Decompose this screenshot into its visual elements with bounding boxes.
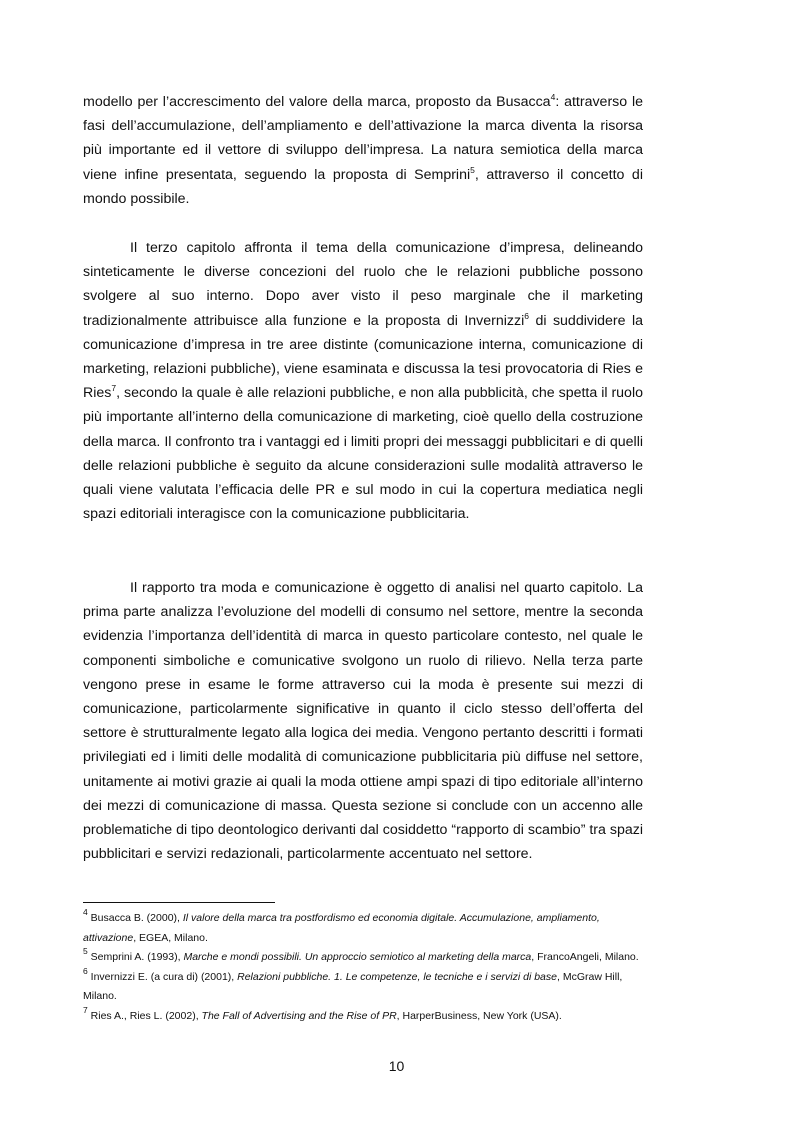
text-run: Invernizzi E. (a cura di) (2001),: [87, 970, 238, 983]
text-run: : attraverso le fasi dell’accumulazione, dell’ampliamento e dell’attivazione la marca diventa la risorsa più importante ed il vettore di sviluppo dell’impresa. La natura semiotica della marca viene infine presentata, seguendo la proposta di Semprini: [83, 94, 644, 183]
footnote-5: [83, 948, 643, 968]
footnote-number: 7: [83, 1004, 88, 1015]
text-run: Il terzo capitolo affronta il tema della comunicazione d’impresa, delineando sinteticamente le diverse concezioni del ruolo che le relazioni pubbliche possono svolgere al suo interno. Dopo aver visto il peso marginale che il marketing tradizionalmente attribuisce alla funzione e la proposta di Invernizzi: [83, 240, 643, 329]
text-run: , McGraw Hill, Milano.: [83, 970, 623, 1002]
paragraph-3: [83, 576, 643, 866]
footnotes: [83, 909, 643, 1026]
text-run: , secondo la quale è alle relazioni pubbliche, e non alla pubblicità, che spetta il ruolo più importante all’interno della comunicazione di marketing, cioè quello della costruzione della marca. Il confronto tra i vantaggi ed i limiti propri dei messaggi pubblicitari e di quelli delle relazioni pubbliche è seguito da alcune considerazioni sulle modalità attraverso le quali viene valutata l’efficacia delle PR e sul modo in cui la copertura mediatica negli spazi editoriali interagisce con la comunicazione pubblicitaria.: [83, 385, 643, 523]
footnote-number: 5: [83, 946, 88, 956]
text-run: modello per l’accrescimento del valore della marca, proposto da Busacca: [83, 94, 551, 110]
footnote-number: 6: [83, 965, 88, 976]
text-run: , EGEA, Milano.: [133, 931, 208, 944]
citation-title: The Fall of Advertising and the Rise of PR: [201, 1009, 397, 1022]
footnote-7: [83, 1004, 643, 1027]
text-run: , FrancoAngeli, Milano.: [531, 951, 639, 963]
footnote-ref: 7: [111, 383, 117, 394]
footnote-number: 4: [83, 907, 88, 917]
text-run: di suddividere la comunicazione d’impresa in tre aree distinte (comunicazione interna, comunicazione di marketing, relazioni pubbliche), viene esaminata e discussa la tesi provocatoria di Ries e Ries: [83, 312, 643, 402]
page-number: 10: [388, 1058, 405, 1074]
footnote-ref: 6: [524, 310, 529, 321]
footnote-ref: 5: [470, 164, 475, 175]
text-run: Il rapporto tra moda e comunicazione è oggetto di analisi nel quarto capitolo. La prima parte analizza l’evoluzione del modelli di consumo nel settore, mentre la seconda evidenzia l’importanza dell’identità di marca in questo particolare contesto, nel quale le componenti simboliche e comunicative svolgono un ruolo di rilievo. Nella terza parte vengono prese in esame le forme attraverso cui la moda è presente sui mezzi di comunicazione, particolarmente significative in quanto il ciclo stesso dell’offerta del settore è strutturalmente legato alla logica dei media. Vengono pertanto descritti i formati privilegiati ed i limiti delle modalità di comunicazione pubblicitaria più diffuse nel settore, unitamente ai motivi grazie ai quali la moda ottiene ampi spazi di tipo editoriale all’interno dei mezzi di comunicazione di massa. Questa sezione si conclude con un accenno alle problematiche di tipo deontologico derivanti dal cosiddetto “rapporto di scambio” tra spazi pubblicitari e servizi redazionali, particolarmente accentuato nel settore.: [83, 580, 643, 863]
text-run: , HarperBusiness, New York (USA).: [396, 1009, 562, 1022]
citation-title: Relazioni pubbliche. 1. Le competenze, le tecniche e i servizi di base: [237, 970, 557, 983]
citation-title: Marche e mondi possibili. Un approccio semiotico al marketing della marca: [183, 951, 532, 963]
paragraph-1: [83, 90, 643, 211]
footnote-6: [83, 965, 643, 1007]
text-run: Ries A., Ries L. (2002),: [87, 1009, 202, 1022]
text-run: Busacca B. (2000),: [87, 912, 183, 924]
footnote-separator: [83, 902, 275, 903]
citation-title: Il valore della marca tra postfordismo ed economia digitale. Accumulazione, ampliamento, attivazione: [83, 912, 600, 944]
text-run: , attraverso il concetto di mondo possibile.: [83, 166, 643, 207]
paragraph-2: [83, 236, 643, 526]
footnote-ref: 4: [550, 92, 556, 102]
text-run: Semprini A. (1993),: [87, 951, 184, 963]
footnote-4: [83, 909, 643, 948]
